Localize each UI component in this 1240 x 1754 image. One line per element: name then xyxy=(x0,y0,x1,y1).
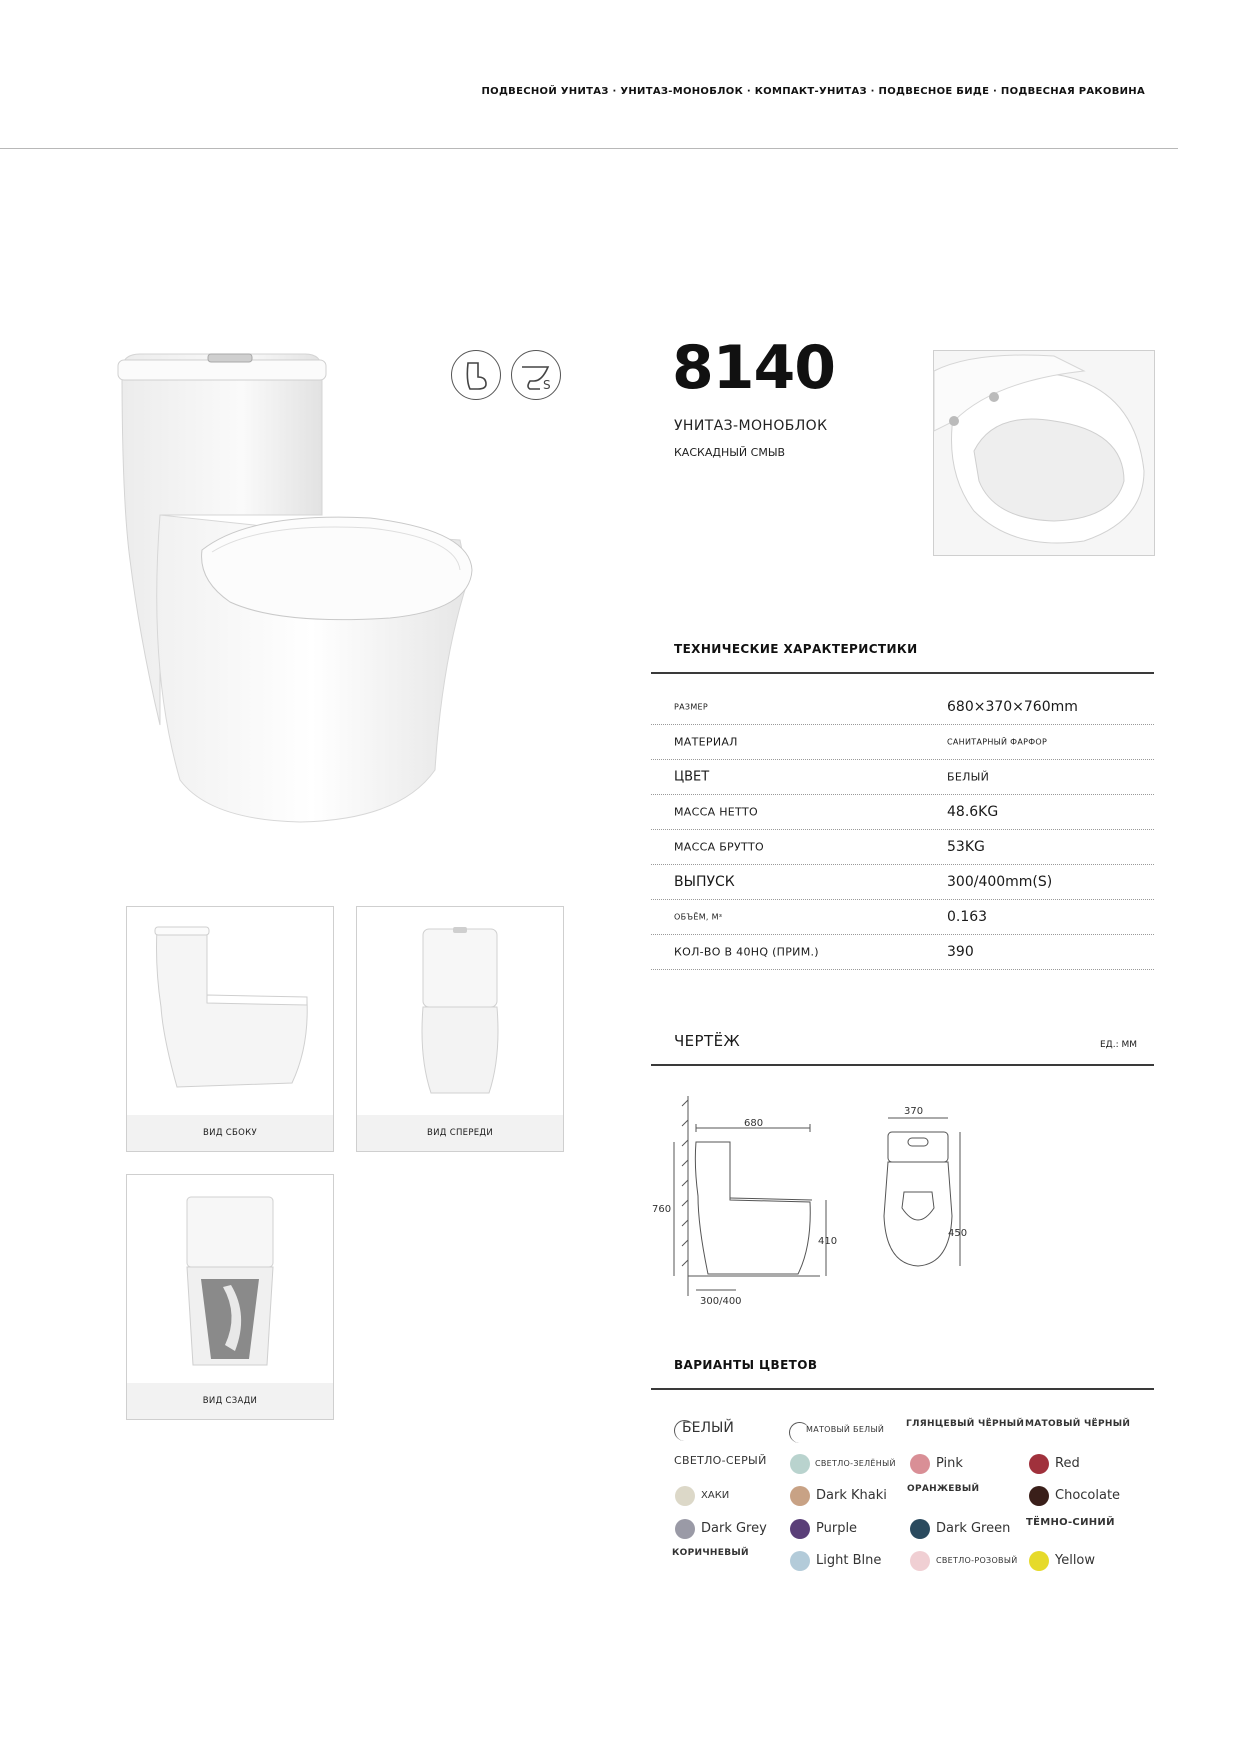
spec-value: 680×370×760mm xyxy=(947,699,1078,715)
spec-label: ОБЪЁМ, М³ xyxy=(674,912,723,922)
dim-outlet: 300/400 xyxy=(700,1296,742,1307)
back-view-caption: ВИД СЗАДИ xyxy=(127,1383,333,1419)
s-trap-cert-icon xyxy=(511,350,561,400)
color-label: Dark Grey xyxy=(701,1521,767,1536)
main-product-image xyxy=(100,340,500,830)
spec-row xyxy=(651,760,1154,795)
drawing-title-line xyxy=(651,1064,1154,1066)
colors-title: ВАРИАНТЫ ЦВЕТОВ xyxy=(674,1358,818,1372)
swatch-pink xyxy=(910,1454,930,1474)
side-view-card xyxy=(126,906,334,1152)
dim-width: 680 xyxy=(744,1118,764,1129)
spec-row xyxy=(651,900,1154,935)
dim-top-depth: 450 xyxy=(948,1228,968,1239)
side-view-caption: ВИД СБОКУ xyxy=(127,1115,333,1151)
spec-label: МАССА НЕТТО xyxy=(674,805,759,819)
spec-value: 53KG xyxy=(947,839,985,855)
spec-label: РАЗМЕР xyxy=(674,702,709,712)
color-label: БЕЛЫЙ xyxy=(682,1420,734,1436)
color-label: ТЁМНО-СИНИЙ xyxy=(1026,1517,1115,1528)
front-view-caption: ВИД СПЕРЕДИ xyxy=(357,1115,563,1151)
swatch-light-pink xyxy=(910,1551,930,1571)
swatch-dark-khaki xyxy=(790,1486,810,1506)
color-label: ОРАНЖЕВЫЙ xyxy=(907,1484,980,1494)
swatch-light-blue xyxy=(790,1551,810,1571)
swatch-light-green xyxy=(790,1454,810,1474)
spec-row xyxy=(651,690,1154,725)
color-label: Chocolate xyxy=(1055,1488,1121,1503)
specs-table xyxy=(651,690,1154,970)
color-label: Yellow xyxy=(1055,1553,1096,1568)
dim-height: 760 xyxy=(652,1204,672,1215)
header-divider xyxy=(0,148,1178,149)
color-label: МАТОВЫЙ БЕЛЫЙ xyxy=(806,1425,885,1434)
back-view-card xyxy=(126,1174,334,1420)
category-nav: ПОДВЕСНОЙ УНИТАЗ · УНИТАЗ-МОНОБЛОК · КОМПАКТ-УНИТАЗ · ПОДВЕСНОЕ БИДЕ · ПОДВЕСНАЯ РАКОВИНА xyxy=(481,86,1145,97)
color-label: СВЕТЛО-РОЗОВЫЙ xyxy=(936,1556,1018,1565)
color-label: ХАКИ xyxy=(701,1490,730,1501)
color-label: МАТОВЫЙ ЧЁРНЫЙ xyxy=(1025,1419,1131,1429)
drawing-title: ЧЕРТЁЖ xyxy=(674,1032,741,1050)
color-label: Red xyxy=(1055,1456,1080,1471)
spec-row xyxy=(651,795,1154,830)
spec-label: ЦВЕТ xyxy=(674,769,710,785)
spec-label: МАТЕРИАЛ xyxy=(674,735,738,749)
swatch-yellow xyxy=(1029,1551,1049,1571)
spec-value: 300/400mm(S) xyxy=(947,874,1053,890)
swatch-khaki xyxy=(675,1486,695,1506)
swatch-dark-green xyxy=(910,1519,930,1539)
specs-title: ТЕХНИЧЕСКИЕ ХАРАКТЕРИСТИКИ xyxy=(674,642,918,656)
color-label: Light Blne xyxy=(816,1553,882,1568)
spec-row xyxy=(651,725,1154,760)
spec-value: 48.6KG xyxy=(947,804,999,820)
color-label: Dark Khaki xyxy=(816,1488,887,1503)
swatch-dark-grey xyxy=(675,1519,695,1539)
color-label: СВЕТЛО-СЕРЫЙ xyxy=(674,1454,767,1467)
spec-row xyxy=(651,935,1154,970)
svg-text:S: S xyxy=(543,378,551,392)
color-label: ГЛЯНЦЕВЫЙ ЧЁРНЫЙ xyxy=(906,1419,1025,1429)
color-label: Pink xyxy=(936,1456,963,1471)
spec-value: 390 xyxy=(947,944,974,960)
spec-row xyxy=(651,830,1154,865)
technical-drawing xyxy=(652,1096,970,1307)
specs-title-line xyxy=(651,672,1154,674)
swatch-purple xyxy=(790,1519,810,1539)
color-label: СВЕТЛО-ЗЕЛЁНЫЙ xyxy=(815,1459,896,1468)
colors-title-line xyxy=(651,1388,1154,1390)
flush-type: КАСКАДНЫЙ СМЫВ xyxy=(674,446,786,459)
seat-detail-photo xyxy=(933,350,1155,556)
swatch-chocolate xyxy=(1029,1486,1049,1506)
spec-value: 0.163 xyxy=(947,909,988,925)
drawing-unit: ЕД.: ММ xyxy=(1100,1040,1138,1050)
model-number: 8140 xyxy=(672,333,835,403)
dim-seat-height: 410 xyxy=(818,1236,838,1247)
spec-label: ВЫПУСК xyxy=(674,874,735,890)
spec-label: КОЛ-ВО В 40HQ (ПРИМ.) xyxy=(674,945,819,959)
spec-row xyxy=(651,865,1154,900)
product-type: УНИТАЗ-МОНОБЛОК xyxy=(674,418,828,434)
color-label: КОРИЧНЕВЫЙ xyxy=(672,1548,749,1558)
spec-value: САНИТАРНЫЙ ФАРФОР xyxy=(947,737,1048,747)
color-label: Purple xyxy=(816,1521,858,1536)
spec-value: БЕЛЫЙ xyxy=(947,770,990,784)
spec-label: МАССА БРУТТО xyxy=(674,840,764,854)
swatch-red xyxy=(1029,1454,1049,1474)
one-piece-cert-icon xyxy=(451,350,501,400)
color-label: Dark Green xyxy=(936,1521,1011,1536)
dim-top-width: 370 xyxy=(904,1106,924,1117)
front-view-card xyxy=(356,906,564,1152)
